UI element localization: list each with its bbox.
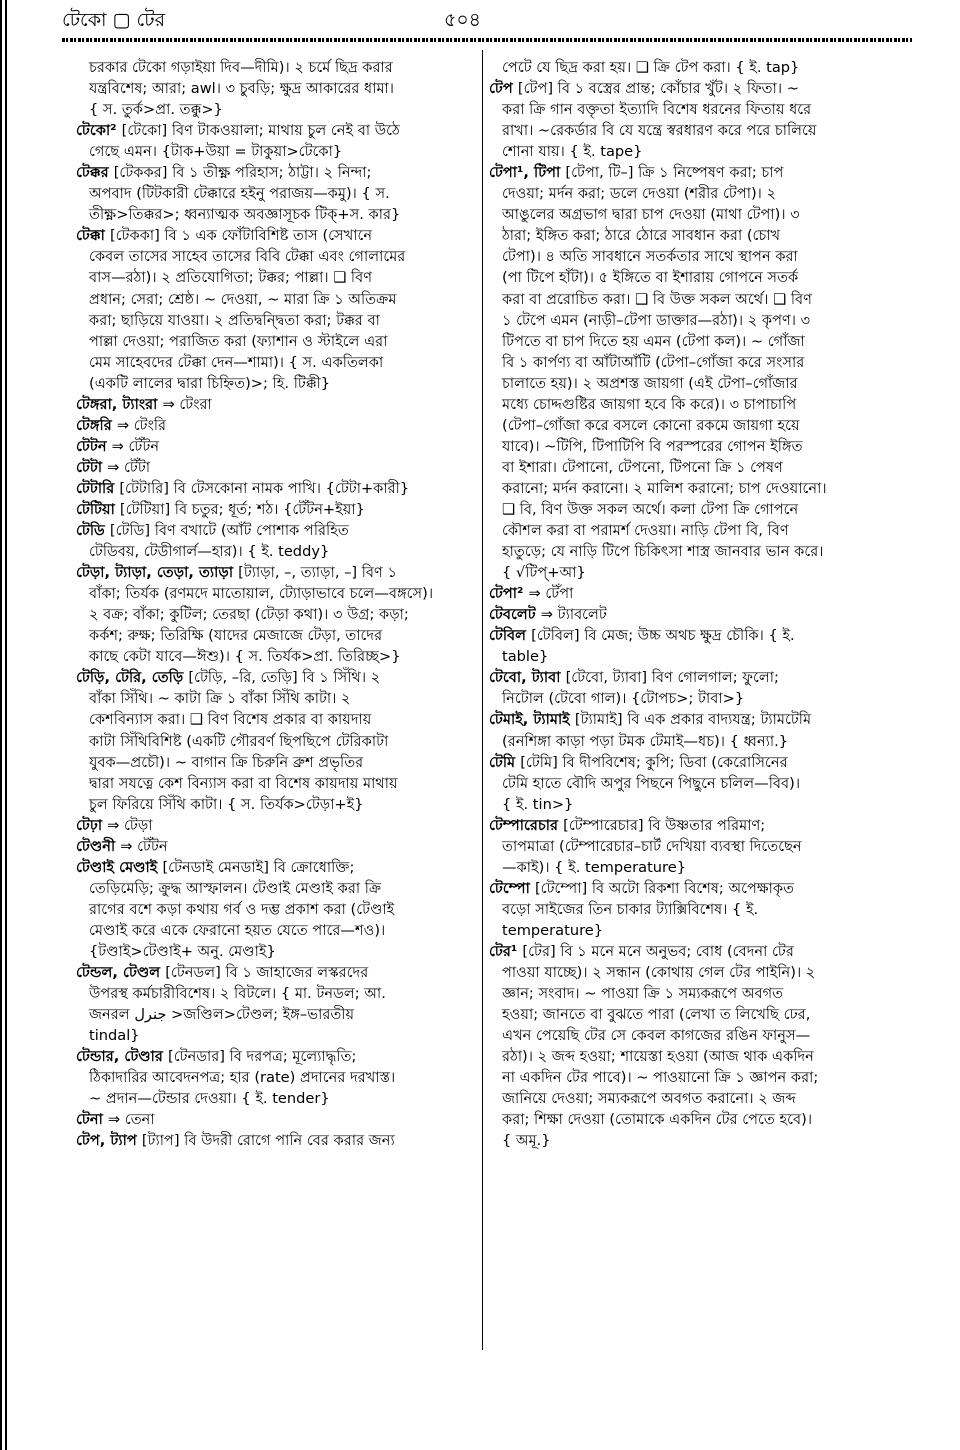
entry-text: তাপমাত্রা (টেম্পারেচার–চার্ট দেখিয়া ব্যবস্থা দিতেছেন bbox=[502, 837, 802, 855]
entry-text: tindal} bbox=[89, 1027, 140, 1045]
entry-line bbox=[489, 625, 905, 646]
entry-text: কাটা সিঁথিবিশিষ্ট (একটি গৌরবর্ণ ছিপছিপে টেরিকাটা bbox=[89, 732, 389, 750]
entry-line bbox=[76, 688, 476, 709]
headword: টেবিল bbox=[489, 627, 532, 645]
entry-text: ⇒ টেংরা bbox=[162, 395, 212, 413]
dictionary-entry bbox=[76, 394, 476, 415]
dictionary-entry bbox=[489, 78, 905, 162]
entry-text: আঙুলের অগ্রভাগ দ্বারা চাপ দেওয়া (মাথা টেপা)। ৩ bbox=[502, 206, 800, 224]
entry-line bbox=[76, 646, 476, 667]
entry-line bbox=[489, 983, 905, 1004]
entry-text: বাঁকা; তির্যক (রণমদে মাতোয়াল, ট্যোড়াভাবে চলে—বঙ্গসে)। bbox=[89, 585, 434, 603]
entry-text: কেবল তাসের সাহেব তাসের বিবি টেক্কা এবং গোলামের bbox=[89, 248, 406, 266]
dictionary-entry bbox=[489, 162, 905, 583]
entry-line bbox=[489, 78, 905, 99]
header-rule bbox=[62, 38, 912, 42]
entry-line bbox=[76, 78, 476, 99]
entry-line bbox=[489, 920, 905, 941]
entry-line bbox=[76, 457, 476, 478]
entry-text: [টেবিল] বি মেজ; উচ্চ অথচ ক্ষুদ্র চৌকি। { ই. bbox=[531, 627, 795, 645]
entry-line bbox=[489, 688, 905, 709]
entry-text: যাবে)। ~টিপি, টিপাটিপি বি পরস্পরের গোপন ইঙ্গিত bbox=[502, 437, 803, 455]
entry-line bbox=[76, 373, 476, 394]
column-divider bbox=[482, 50, 483, 1350]
entry-line bbox=[76, 773, 476, 794]
entry-line bbox=[76, 520, 476, 541]
dictionary-entry bbox=[489, 583, 905, 604]
dictionary-entry bbox=[76, 57, 476, 120]
entry-text: যুবক—প্রচৌ)। ~ বাগান ক্রি চিরুনি ব্রুশ প্রভৃতির bbox=[89, 753, 364, 771]
entry-text: কৌশল করা বা পরামর্শ দেওয়া। নাড়ি টেপা বি, বিণ bbox=[502, 522, 789, 540]
entry-text: কেশবিন্যাস করা। ❑ বিণ বিশেষ প্রকার বা কায়দায় bbox=[89, 711, 372, 729]
entry-text: করা; শিক্ষা দেওয়া (তোমাকে একদিন টের পেতে হবে)। bbox=[502, 1111, 813, 1129]
dictionary-entry bbox=[76, 667, 476, 814]
entry-text: ২ বক্র; বাঁকা; কুটিল; তেরছা (টেড়া কথা)। ৩ উগ্র; কড়া; bbox=[89, 606, 409, 624]
entry-line bbox=[76, 731, 476, 752]
dictionary-entry bbox=[76, 499, 476, 520]
entry-text: { √টিপ্+আ} bbox=[502, 564, 586, 582]
entry-line bbox=[489, 225, 905, 246]
entry-text: না একদিন টের পাবে)। ~ পাওয়ানো ক্রি ১ জ্ঞাপন করা; bbox=[502, 1069, 819, 1087]
entry-line bbox=[76, 604, 476, 625]
entry-text: জনরল جنرل >জণ্ডিল>টেণ্ডল; ইঙ্গ–ভারতীয় bbox=[89, 1006, 355, 1024]
entry-line bbox=[76, 983, 476, 1004]
entry-text: (রনশিঙ্গা কাড়া পড়া টমক টেমাই—ধচ)। { ধ্বন্যা.} bbox=[502, 732, 789, 750]
entry-line bbox=[76, 57, 476, 78]
entry-line bbox=[489, 646, 905, 667]
entry-line bbox=[489, 836, 905, 857]
entry-text: হওয়া; জানতে বা বুঝতে পারা (লেখা ত লিখেছি ঢের, bbox=[502, 1006, 811, 1024]
entry-line bbox=[489, 267, 905, 288]
entry-line bbox=[489, 141, 905, 162]
entry-line bbox=[489, 436, 905, 457]
entry-line bbox=[76, 436, 476, 457]
entry-text: [ট্যামাই] বি এক প্রকার বাদ্যযন্ত্র; ট্যামটেমি bbox=[574, 711, 812, 729]
entry-line bbox=[489, 415, 905, 436]
entry-text: ⇒ তেনা bbox=[107, 1111, 155, 1129]
headword: টেকো² bbox=[76, 122, 122, 140]
entry-text: ⇒ ট্যাবলেট bbox=[540, 606, 607, 624]
entry-text: পাওয়া যাচ্ছে)। ২ সন্ধান (কোথায় গেল টের পাইনি)। ২ bbox=[502, 964, 816, 982]
entry-line bbox=[76, 1025, 476, 1046]
entry-text: ⇒ টেঁটন bbox=[111, 437, 160, 455]
entry-text: বড়ো সাইজের তিন চাকার ট্যাক্সিবিশেষ। { ই. bbox=[502, 900, 759, 918]
headword: টেটিয়া bbox=[76, 500, 120, 518]
entry-text: রঠা)। ২ জব্দ হওয়া; শায়েস্তা হওয়া (আজ থাক একদিন bbox=[502, 1048, 814, 1066]
entry-text: হাতুড়ে; যে নাড়ি টিপে চিকিৎসা শাস্ত্র জানবার ভান করে। bbox=[502, 543, 824, 561]
headword: টেপা¹, টিপা bbox=[489, 164, 566, 182]
entry-line bbox=[76, 204, 476, 225]
entry-line bbox=[489, 941, 905, 962]
entry-text: [টেককর] বি ১ তীক্ষ্ণ পরিহাস; ঠাট্টা। ২ নিন্দা; bbox=[113, 164, 372, 182]
entry-line bbox=[489, 604, 905, 625]
headword: টেণ্ডনী bbox=[76, 837, 121, 855]
entry-text: ⇒ টেঁপা bbox=[528, 585, 574, 603]
entry-text: জানিয়ে দেওয়া; সম্যকরূপে অবগত করানো। ২ জব্দ bbox=[502, 1090, 796, 1108]
headword: টেবো, ট্যাবা bbox=[489, 669, 566, 687]
headword: টেডি bbox=[76, 522, 110, 540]
dictionary-entry bbox=[76, 562, 476, 667]
headword: টেন্ডার, টেণ্ডার bbox=[76, 1048, 168, 1066]
entry-line bbox=[76, 394, 476, 415]
entry-text: রাগের বশে কড়া কথায় গর্ব ও দম্ভ প্রকাশ করা (টেণ্ডাই bbox=[89, 900, 395, 918]
headword: টেপ bbox=[489, 80, 518, 98]
dictionary-entry bbox=[76, 162, 476, 225]
entry-line bbox=[489, 162, 905, 183]
entry-line bbox=[76, 667, 476, 688]
entry-line bbox=[76, 225, 476, 246]
dictionary-entry bbox=[76, 478, 476, 499]
entry-line bbox=[489, 99, 905, 120]
entry-line bbox=[76, 1046, 476, 1067]
entry-line bbox=[76, 709, 476, 730]
entry-line bbox=[76, 752, 476, 773]
entry-text: গেছে এমন। {টাক+উয়া = টাকুয়া>টেকো} bbox=[89, 143, 343, 161]
entry-line bbox=[489, 667, 905, 688]
entry-text: [টেপা, টি–] ক্রি ১ নিষ্পেষণ করা; চাপ bbox=[565, 164, 784, 182]
right-column bbox=[489, 57, 905, 1151]
entry-text: (একটি লালের দ্বারা চিহ্নিত)>; হি. টিক্কী} bbox=[89, 374, 331, 392]
headword: টেম্পো bbox=[489, 879, 535, 897]
headword: টেঙ্গরা, ট্যাংরা bbox=[76, 395, 163, 413]
headword: টেড়ি, টেরি, তেড়ি bbox=[76, 669, 189, 687]
entry-line bbox=[489, 352, 905, 373]
entry-text: দেওয়া; মর্দন করা; ডলে দেওয়া (শরীর টেপা)। ২ bbox=[502, 185, 777, 203]
entry-line bbox=[489, 1025, 905, 1046]
entry-line bbox=[76, 141, 476, 162]
entry-line bbox=[76, 310, 476, 331]
entry-text: করা বা প্ররোচিত করা। ❑ বি উক্ত সকল অর্থে। ❑ বিণ bbox=[502, 290, 812, 308]
entry-line bbox=[489, 120, 905, 141]
entry-line bbox=[76, 183, 476, 204]
entry-line bbox=[76, 1067, 476, 1088]
entry-text: [টেককা] বি ১ এক ফোঁটাবিশিষ্ট তাস (সেখানে bbox=[109, 227, 373, 245]
dictionary-entry bbox=[76, 120, 476, 162]
entry-text: { ই. tin>} bbox=[502, 795, 574, 813]
entry-text: টেপা)। ৪ অতি সাবধানে সতর্কতার সাথে স্থাপন করা bbox=[502, 248, 798, 266]
entry-text: করা; ছাড়িয়ে যাওয়া। ২ প্রতিদ্বন্দ্বিতা করা; টক্কর বা bbox=[89, 311, 380, 329]
dictionary-entry bbox=[489, 752, 905, 815]
entry-text: রাখা। ~রেকর্ডার বি যে যন্ত্রে স্বরধারণ করে পরে চালিয়ে bbox=[502, 122, 817, 140]
entry-text: তেড়িমেড়ি; ক্রুদ্ধ আস্ফালন। টেণ্ডাই মেণ্ডাই করা ক্রি bbox=[89, 879, 382, 897]
headword: টেম্পারেচার bbox=[489, 816, 564, 834]
running-head: টেকো ▢ টের bbox=[62, 9, 166, 31]
entry-line bbox=[489, 499, 905, 520]
headword: টেঙ্গরি bbox=[76, 416, 117, 434]
entry-text: কাছে কেটা যাবে—ঈশু)। { স. তির্যক>প্রা. তিরিচ্ছ>} bbox=[89, 648, 401, 666]
entry-text: করানো; মর্দন করানো। ২ মালিশ করানো; চাপ দেওয়ানো। bbox=[502, 479, 827, 497]
entry-text: টিপতে বা চাপ দিতে হয় এমন (টেপা কল)। ~ গোঁজা bbox=[502, 332, 805, 350]
headword: টেক্কা bbox=[76, 227, 110, 245]
entry-line bbox=[489, 1088, 905, 1109]
entry-text: (টেপা–গোঁজা করে বসলে কোনো রকমে জায়গা হয়ে bbox=[502, 416, 800, 434]
entry-text: মধ্যে চোদ্দগুষ্টির জায়গা হবে কি করে)। ৩ চাপাচাপি bbox=[502, 395, 797, 413]
entry-text: [টেমি] বি দীপবিশেষ; কুপি; ডিবা (কেরোসিনের bbox=[520, 753, 788, 771]
dictionary-entry bbox=[489, 878, 905, 941]
entry-text: ⇒ টেঁটন bbox=[120, 837, 168, 855]
entry-text: ~ প্রদান—টেন্ডার দেওয়া। { ই. tender} bbox=[89, 1090, 330, 1108]
dictionary-entry bbox=[76, 1109, 476, 1130]
entry-line bbox=[76, 878, 476, 899]
entry-line bbox=[489, 289, 905, 310]
entry-line bbox=[76, 478, 476, 499]
entry-text: (পা টিপে হাঁটা)। ৫ ইঙ্গিতে বা ইশারায় গোপনে সতর্ক bbox=[502, 269, 799, 287]
entry-line bbox=[76, 415, 476, 436]
entry-line bbox=[489, 794, 905, 815]
dictionary-entry bbox=[489, 815, 905, 878]
entry-line bbox=[76, 857, 476, 878]
entry-line bbox=[76, 815, 476, 836]
entry-line bbox=[76, 1130, 476, 1151]
entry-text: [টেম্পো] বি অটো রিকশা বিশেষ; অপেক্ষাকৃত bbox=[534, 879, 795, 897]
entry-text: করা ক্রি গান বক্তৃতা ইত্যাদি বিশেষ ধরনের ফিতায় ধরে bbox=[502, 101, 812, 119]
entry-line bbox=[76, 499, 476, 520]
entry-text: [টের] বি ১ মনে মনে অনুভব; বোধ (বেদনা টের bbox=[522, 942, 794, 960]
entry-text: [টেকো] বিণ টাকওয়ালা; মাথায় চুল নেই বা উঠে bbox=[121, 122, 400, 140]
headword: টেমি bbox=[489, 753, 521, 771]
entry-line bbox=[76, 920, 476, 941]
entry-line bbox=[489, 1046, 905, 1067]
dictionary-entry bbox=[76, 962, 476, 1046]
left-column bbox=[76, 57, 476, 1151]
entry-text: [টেনডাই মেনডাই] বি ক্রোধোক্তি; bbox=[162, 858, 355, 876]
dictionary-entry bbox=[76, 457, 476, 478]
headword: টেপা² bbox=[489, 585, 529, 603]
headword: টেণ্ডাই মেণ্ডাই bbox=[76, 858, 163, 876]
entry-text: [টেনডল] বি ১ জাহাজের লস্করদের bbox=[165, 964, 369, 982]
entry-line bbox=[489, 373, 905, 394]
entry-text: পাল্লা দেওয়া; পরাজিত করা (ফ্যাশান ও স্টাইলে এরা bbox=[89, 332, 388, 350]
entry-line bbox=[489, 57, 905, 78]
entry-line bbox=[76, 120, 476, 141]
entry-line bbox=[489, 541, 905, 562]
entry-text: ঠিকাদারির আবেদনপত্র; হার (rate) প্রদানের দরখাস্ত। bbox=[89, 1069, 396, 1087]
entry-text: জ্ঞান; সংবাদ। ~ পাওয়া ক্রি ১ সম্যকরূপে অবগত bbox=[502, 985, 784, 1003]
entry-text: টেডিবয়, টেডীগার্ল—হার)। { ই. teddy} bbox=[89, 543, 330, 561]
dictionary-entry bbox=[489, 57, 905, 78]
entry-text: { অমূ.} bbox=[502, 1132, 551, 1150]
headword: টেন্ডল, টেণ্ডল bbox=[76, 964, 166, 982]
entry-line bbox=[76, 289, 476, 310]
entry-text: [টেনডার] বি দরপত্র; মূল্যোদ্ধৃতি; bbox=[168, 1048, 357, 1066]
entry-text: ⇒ টেড়া bbox=[107, 816, 153, 834]
entry-line bbox=[489, 457, 905, 478]
entry-line bbox=[489, 878, 905, 899]
entry-line bbox=[489, 773, 905, 794]
entry-text: দ্বারা সযত্নে কেশ বিন্যাস করা বা বিশেষ কায়দায় মাথায় bbox=[89, 774, 398, 792]
dictionary-entry bbox=[76, 836, 476, 857]
entry-line bbox=[489, 1067, 905, 1088]
entry-text: [টেম্পারেচার] বি উষ্ণতার পরিমাণ; bbox=[563, 816, 766, 834]
entry-line bbox=[489, 478, 905, 499]
entry-line bbox=[76, 1109, 476, 1130]
headword: টেক্কর bbox=[76, 164, 114, 182]
entry-text: অপবাদ (টিটকারী টেক্কারে হইনু পরাজয়—কমু)। { স. bbox=[89, 185, 390, 203]
entry-text: [টেড়ি, –রি, তেড়ি] বি ১ সিঁথি। ২ bbox=[188, 669, 381, 687]
dictionary-entry bbox=[76, 225, 476, 393]
entry-text: উপরস্থ কর্মচারীবিশেষ। ২ বিটলে। { মা. টনডল; আ. bbox=[89, 985, 386, 1003]
headword: টেটারি bbox=[76, 479, 120, 497]
entry-line bbox=[489, 394, 905, 415]
entry-line bbox=[76, 836, 476, 857]
entry-line bbox=[76, 162, 476, 183]
entry-line bbox=[489, 731, 905, 752]
entry-text: [টেটিয়া] বি চতুর; ধূর্ত; শঠ। {টেঁটন+ইয়া} bbox=[119, 500, 365, 518]
entry-line bbox=[489, 815, 905, 836]
entry-text: চালাতে হয়)। ২ অপ্রশস্ত জায়গা (এই টেপা–গোঁজার bbox=[502, 374, 798, 392]
entry-line bbox=[76, 1088, 476, 1109]
entry-line bbox=[489, 962, 905, 983]
entry-line bbox=[489, 583, 905, 604]
entry-line bbox=[489, 246, 905, 267]
entry-line bbox=[489, 899, 905, 920]
dictionary-entry bbox=[489, 667, 905, 709]
entry-line bbox=[76, 899, 476, 920]
dictionary-entry bbox=[76, 520, 476, 562]
entry-text: মেম সাহেবদের টেক্কা দেন—শামা)। { স. একতিলকা bbox=[89, 353, 384, 371]
entry-line bbox=[76, 246, 476, 267]
entry-line bbox=[76, 583, 476, 604]
entry-text: বাস—রঠা)। ২ প্রতিযোগিতা; টক্কর; পাল্লা। ❑ বিণ bbox=[89, 269, 373, 287]
entry-text: ⇒ টেঁটা bbox=[107, 458, 151, 476]
headword: টেমাই, ট্যামাই bbox=[489, 711, 575, 729]
entry-text: শোনা যায়। { ই. tape} bbox=[502, 143, 643, 161]
entry-line bbox=[489, 562, 905, 583]
dictionary-entry bbox=[489, 709, 905, 751]
entry-text: —কাই)। { ই. temperature} bbox=[502, 858, 686, 876]
entry-text: এখন পেয়েছি টের সে কেবল কাগজের রঙিন ফানুস— bbox=[502, 1027, 811, 1045]
entry-line bbox=[489, 857, 905, 878]
entry-text: বা ইশারা। টেপানো, টেপনো, টিপনো ক্রি ১ পেষণ bbox=[502, 458, 783, 476]
entry-text: [টেটারি] বি টেসকোনা নামক পাখি। {টেটা+কারী} bbox=[119, 479, 410, 497]
entry-text: [টেডি] বিণ বখাটে (আঁট পোশাক পরিহিত bbox=[109, 522, 349, 540]
entry-text: table} bbox=[502, 648, 549, 666]
entry-text: তীক্ষ্ণ>তিক্কর>; ধ্বন্যাত্মক অবজ্ঞাসূচক টিক্+স. কার} bbox=[89, 206, 401, 224]
entry-text: নিটোল (টেবো গাল)। {টোপচ>; টাবা>} bbox=[502, 690, 745, 708]
entry-line bbox=[76, 941, 476, 962]
entry-text: ঠারা; ইঙ্গিত করা; ঠারে ঠোরে সাবধান করা (চোখ bbox=[502, 227, 781, 245]
page-left-border bbox=[0, 0, 7, 1450]
dictionary-entry bbox=[489, 604, 905, 625]
entry-line bbox=[76, 541, 476, 562]
entry-text: [ট্যাড়া, –, ত্যাড়া, –] বিণ ১ bbox=[238, 564, 397, 582]
dictionary-entry bbox=[489, 941, 905, 1151]
entry-line bbox=[76, 794, 476, 815]
entry-line bbox=[76, 352, 476, 373]
entry-text: [টেবো, ট্যাবা] বিণ গোলগাল; ফুলো; bbox=[565, 669, 779, 687]
dictionary-entry bbox=[76, 415, 476, 436]
entry-text: বি ১ কার্পণ্য বা আঁটাআঁটি (টেপা–গোঁজা করে সংসার bbox=[502, 353, 805, 371]
dictionary-entry bbox=[76, 436, 476, 457]
entry-line bbox=[489, 183, 905, 204]
headword: টের¹ bbox=[489, 942, 523, 960]
entry-line bbox=[76, 625, 476, 646]
dictionary-entry bbox=[76, 1046, 476, 1109]
page-number: ৫০৪ bbox=[444, 9, 482, 31]
entry-line bbox=[76, 962, 476, 983]
dictionary-entry bbox=[76, 857, 476, 962]
entry-line bbox=[489, 709, 905, 730]
entry-line bbox=[489, 1004, 905, 1025]
entry-text: পেটে যে ছিদ্র করা হয়। ❑ ক্রি টেপ করা। { ই. tap} bbox=[502, 59, 800, 76]
entry-text: টেমি হাতে বৌদি অপুর পিছনে পিছুনে চলিল—বিব)। bbox=[502, 774, 801, 792]
entry-line bbox=[76, 267, 476, 288]
entry-line bbox=[489, 520, 905, 541]
entry-text: temperature} bbox=[502, 921, 604, 939]
entry-line bbox=[489, 752, 905, 773]
entry-line bbox=[489, 1130, 905, 1151]
page-header bbox=[62, 6, 912, 36]
entry-text: যন্ত্রবিশেষ; আরা; awl। ৩ চুবড়ি; ক্ষুদ্র আকারের ধামা। bbox=[89, 80, 394, 98]
entry-text: { স. তুর্ক>প্রা. তক্কু>} bbox=[89, 101, 223, 119]
entry-text: ১ টেপে এমন (নাড়ী–টেপা ডাক্তার—রঠা)। ২ কৃপণ। ৩ bbox=[502, 311, 811, 329]
entry-text: প্রধান; সেরা; শ্রেষ্ঠ। ~ দেওয়া, ~ মারা ক্রি ১ অতিক্রম bbox=[89, 290, 397, 308]
headword: টেঢ়া bbox=[76, 816, 108, 834]
entry-line bbox=[76, 1004, 476, 1025]
entry-line bbox=[76, 331, 476, 352]
dictionary-entry bbox=[489, 625, 905, 667]
entry-text: কর্কশ; রুক্ষ; তিরিক্ষি (যাদের মেজাজে টেড়া, তাদের bbox=[89, 627, 383, 645]
entry-text: ⇒ টেংরি bbox=[116, 416, 167, 434]
entry-line bbox=[489, 331, 905, 352]
headword: টেটা bbox=[76, 458, 108, 476]
entry-line bbox=[76, 99, 476, 120]
entry-line bbox=[76, 562, 476, 583]
entry-text: চুল ফিরিয়ে সিঁথি কাটা। { স. তির্যক>টেড়া+ই} bbox=[89, 795, 364, 813]
entry-text: [টেপ] বি ১ বস্ত্রের প্রান্ত; কোঁচার খুঁট। ২ ফিতা। ~ bbox=[517, 80, 799, 98]
entry-text: ❑ বি, বিণ উক্ত সকল অর্থে। কলা টেপা ক্রি গোপনে bbox=[502, 500, 799, 518]
entry-text: চরকার টেকো গড়াইয়া দিব—দীমি)। ২ চর্মে ছিদ্র করার bbox=[89, 59, 393, 76]
entry-line bbox=[489, 204, 905, 225]
entry-line bbox=[489, 1109, 905, 1130]
entry-text: [ট্যাপ] বি উদরী রোগে পানি বের করার জন্য bbox=[141, 1132, 395, 1150]
headword: টেবলেট bbox=[489, 606, 541, 624]
dictionary-entry bbox=[76, 1130, 476, 1151]
headword: টেড়া, ট্যাড়া, তেড়া, ত্যাড়া bbox=[76, 564, 239, 582]
entry-text: {টণ্ডাই>টেণ্ডাই+ অনু. মেণ্ডাই} bbox=[89, 942, 276, 960]
entry-text: বাঁকা সিঁথি। ~ কাটা ক্রি ১ বাঁকা সিঁথি কাটা। ২ bbox=[89, 690, 351, 708]
headword: টেপ, ট্যাপ bbox=[76, 1132, 142, 1150]
headword: টেনা bbox=[76, 1111, 108, 1129]
dictionary-entry bbox=[76, 815, 476, 836]
headword: টেটন bbox=[76, 437, 112, 455]
entry-text: মেণ্ডাই করে একে ফেরানো হয়ত যেতে পারে—শও)। bbox=[89, 921, 386, 939]
entry-line bbox=[489, 310, 905, 331]
